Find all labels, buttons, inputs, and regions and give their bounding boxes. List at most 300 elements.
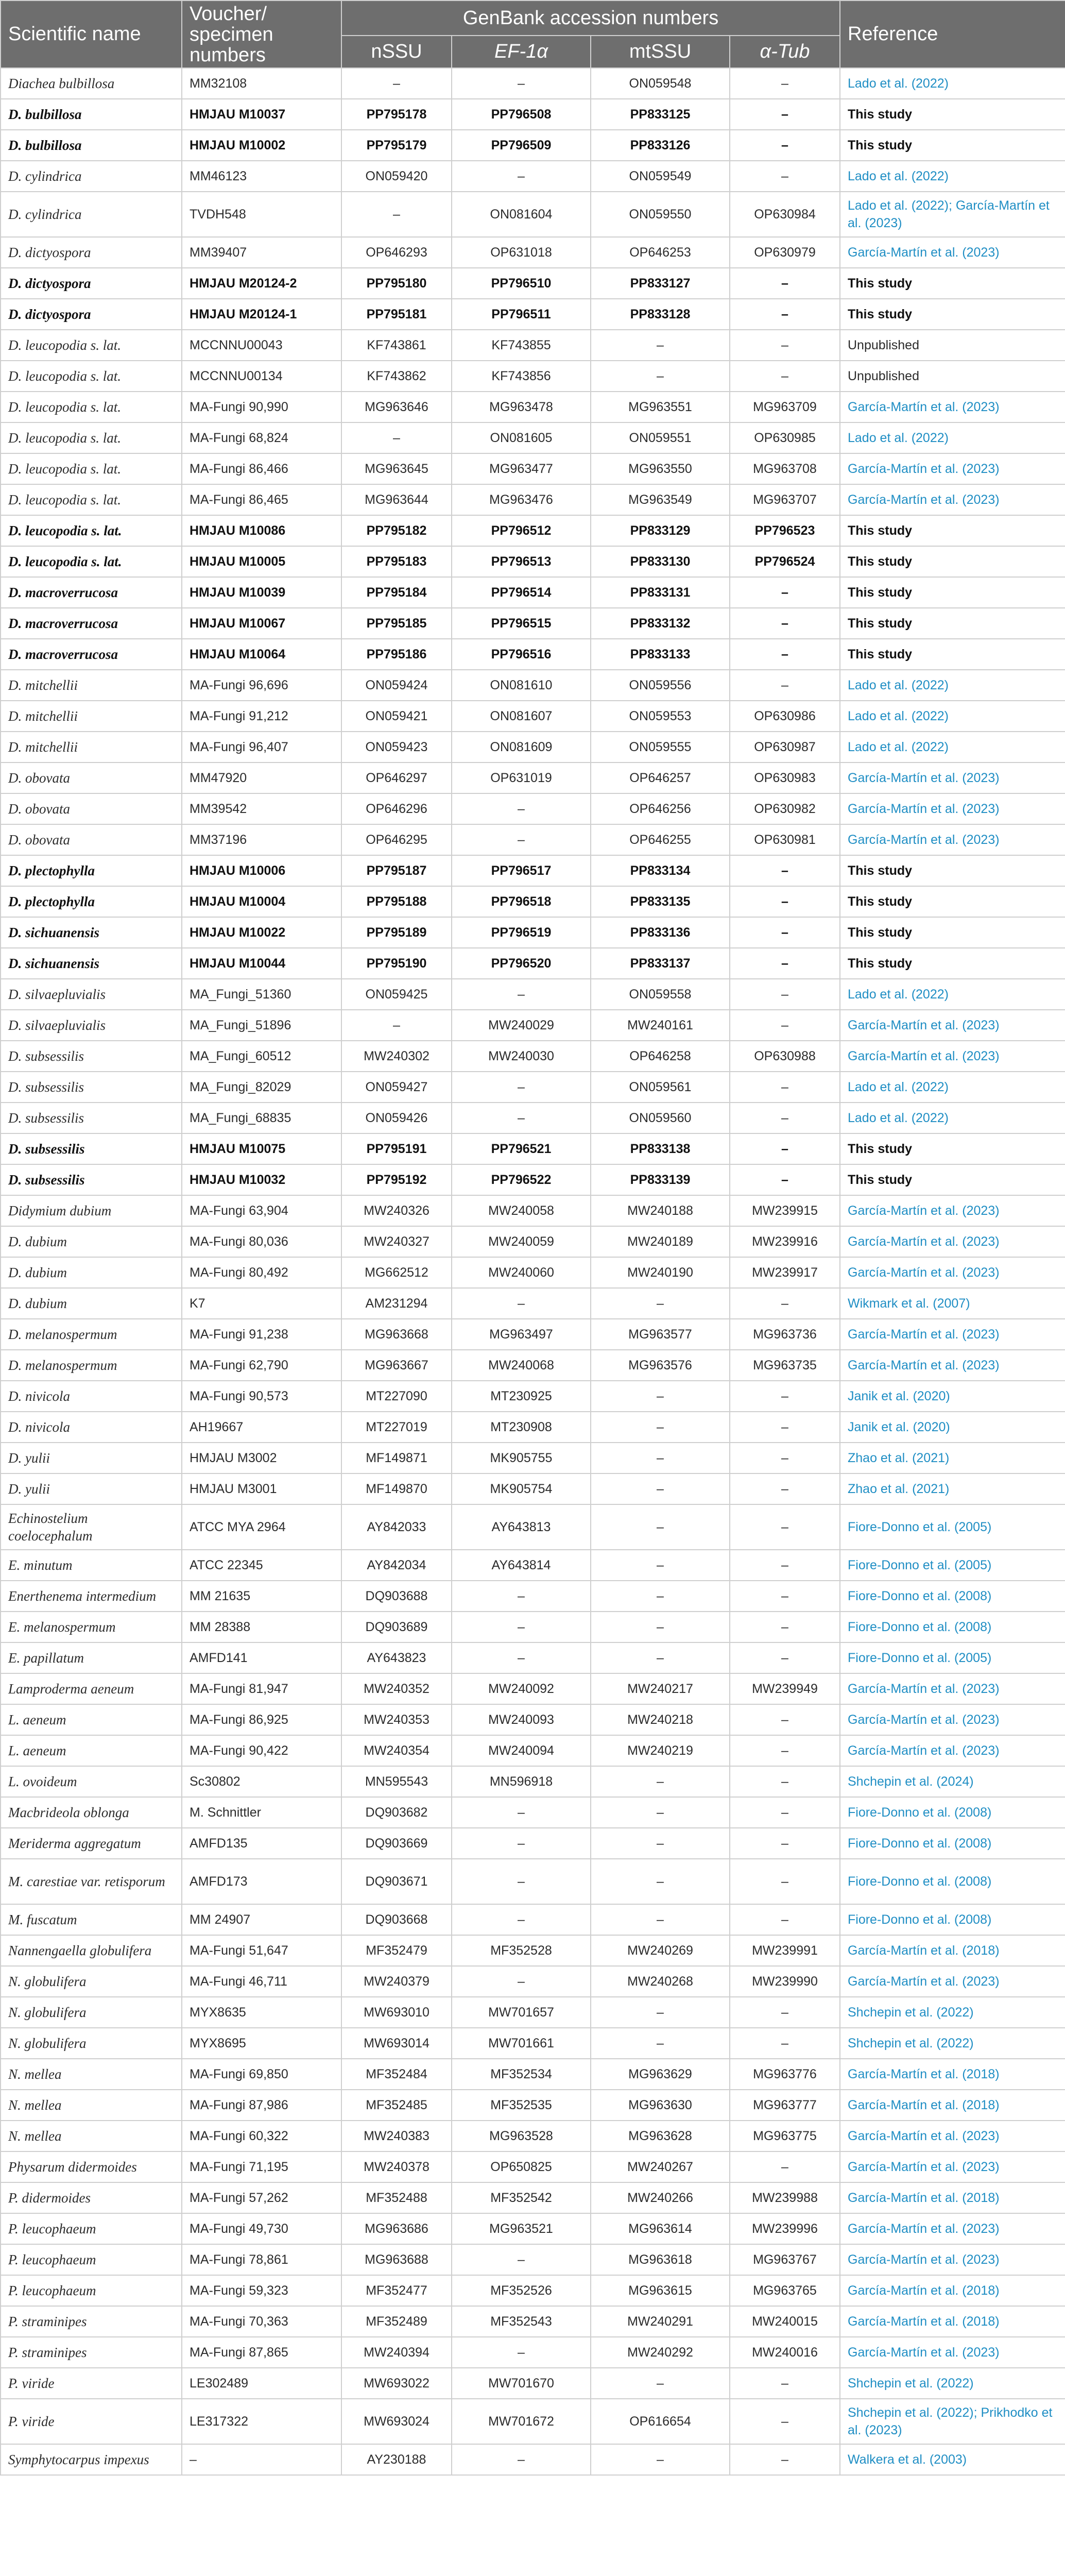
cell-reference[interactable]: García-Martín et al. (2023) [840,237,1065,268]
cell-mtssu: MG963551 [591,392,730,422]
cell-reference: This study [840,130,1065,161]
cell-mtssu: PP833134 [591,855,730,886]
cell-voucher: MA_Fungi_60512 [182,1041,341,1072]
cell-voucher: MM32108 [182,68,341,99]
cell-mtssu: PP833128 [591,299,730,330]
cell-reference[interactable]: Shchepin et al. (2024) [840,1766,1065,1797]
table-row [1,1828,1065,1859]
cell-ef1a: PP796508 [452,99,591,130]
cell-mtssu: MG963576 [591,1350,730,1381]
cell-scientific-name: L. ovoideum [1,1766,182,1797]
cell-voucher: MA-Fungi 51,647 [182,1935,341,1966]
cell-scientific-name: Diachea bulbillosa [1,68,182,99]
cell-atub: OP630979 [730,237,840,268]
cell-reference[interactable]: García-Martín et al. (2018) [840,2059,1065,2090]
cell-mtssu: – [591,2368,730,2399]
cell-scientific-name: D. dubium [1,1226,182,1257]
cell-mtssu: MW240218 [591,1704,730,1735]
cell-ef1a: – [452,1642,591,1673]
cell-voucher: MYX8635 [182,1997,341,2028]
cell-ef1a: MW240029 [452,1010,591,1041]
cell-reference[interactable]: García-Martín et al. (2023) [840,1010,1065,1041]
cell-voucher: K7 [182,1288,341,1319]
cell-voucher: HMJAU M10086 [182,515,341,546]
cell-reference[interactable]: Lado et al. (2022) [840,701,1065,732]
cell-reference[interactable]: Zhao et al. (2021) [840,1443,1065,1473]
table-row [1,2151,1065,2182]
table-row [1,392,1065,422]
cell-nssu: MG963646 [341,392,452,422]
cell-atub: MW239991 [730,1935,840,1966]
cell-mtssu: PP833133 [591,639,730,670]
cell-scientific-name: D. dictyospora [1,268,182,299]
cell-scientific-name: Echinostelium coelocephalum [1,1504,182,1550]
cell-mtssu: MG963614 [591,2213,730,2244]
cell-scientific-name: P. straminipes [1,2337,182,2368]
cell-reference[interactable]: Lado et al. (2022) [840,732,1065,762]
cell-ef1a: MW240058 [452,1195,591,1226]
cell-ef1a: – [452,1797,591,1828]
cell-voucher: MM 21635 [182,1581,341,1612]
table-row [1,2244,1065,2275]
cell-scientific-name: D. mitchellii [1,670,182,701]
cell-atub: – [730,161,840,192]
table-row [1,793,1065,824]
cell-scientific-name: N. mellea [1,2090,182,2121]
cell-atub: – [730,130,840,161]
table-body [1,68,1065,2475]
cell-voucher: HMJAU M10022 [182,917,341,948]
cell-reference[interactable]: García-Martín et al. (2023) [840,2244,1065,2275]
cell-scientific-name: P. leucophaeum [1,2244,182,2275]
cell-ef1a: PP796509 [452,130,591,161]
cell-atub: OP630987 [730,732,840,762]
cell-ef1a: PP796514 [452,577,591,608]
cell-nssu: MF352485 [341,2090,452,2121]
table-row [1,1904,1065,1935]
cell-reference[interactable]: García-Martín et al. (2023) [840,2213,1065,2244]
cell-reference[interactable]: Shchepin et al. (2022) [840,2028,1065,2059]
cell-reference[interactable]: García-Martín et al. (2023) [840,453,1065,484]
table-row [1,2306,1065,2337]
cell-reference[interactable]: Fiore-Donno et al. (2005) [840,1504,1065,1550]
cell-reference[interactable]: García-Martín et al. (2023) [840,824,1065,855]
cell-atub: – [730,948,840,979]
cell-atub: MW239915 [730,1195,840,1226]
cell-ef1a: OP631018 [452,237,591,268]
cell-nssu: PP795179 [341,130,452,161]
cell-nssu: MG963645 [341,453,452,484]
cell-ef1a: MG963497 [452,1319,591,1350]
cell-atub: – [730,2368,840,2399]
header-voucher-line2: specimen [190,23,273,45]
cell-nssu: DQ903682 [341,1797,452,1828]
table-row [1,484,1065,515]
cell-reference[interactable]: García-Martín et al. (2023) [840,1704,1065,1735]
cell-reference[interactable]: García-Martín et al. (2023) [840,1735,1065,1766]
cell-nssu: PP795186 [341,639,452,670]
table-row [1,670,1065,701]
cell-reference[interactable]: Shchepin et al. (2022) [840,2368,1065,2399]
cell-ef1a: ON081610 [452,670,591,701]
cell-voucher: MA-Fungi 90,990 [182,392,341,422]
cell-atub: – [730,1642,840,1673]
cell-reference: This study [840,577,1065,608]
cell-reference[interactable]: García-Martín et al. (2018) [840,1935,1065,1966]
cell-ef1a: AY643813 [452,1504,591,1550]
cell-mtssu: MW240188 [591,1195,730,1226]
cell-reference[interactable]: Wikmark et al. (2007) [840,1288,1065,1319]
cell-reference[interactable]: García-Martín et al. (2023) [840,1257,1065,1288]
cell-atub: OP630985 [730,422,840,453]
cell-ef1a: MF352526 [452,2275,591,2306]
cell-nssu: DQ903671 [341,1859,452,1904]
cell-scientific-name: E. melanospermum [1,1612,182,1642]
table-row [1,639,1065,670]
cell-voucher: MYX8695 [182,2028,341,2059]
cell-nssu: PP795192 [341,1164,452,1195]
cell-mtssu: MG963630 [591,2090,730,2121]
cell-reference[interactable]: Lado et al. (2022) [840,979,1065,1010]
cell-ef1a: ON081607 [452,701,591,732]
table-row [1,1673,1065,1704]
cell-atub: OP630981 [730,824,840,855]
cell-reference[interactable]: García-Martín et al. (2023) [840,2121,1065,2151]
cell-mtssu: – [591,1797,730,1828]
cell-nssu: AY842033 [341,1504,452,1550]
cell-mtssu: MW240291 [591,2306,730,2337]
cell-voucher: AMFD135 [182,1828,341,1859]
cell-atub: – [730,1704,840,1735]
cell-ef1a: PP796513 [452,546,591,577]
cell-reference[interactable]: Fiore-Donno et al. (2005) [840,1550,1065,1581]
cell-reference[interactable]: García-Martín et al. (2023) [840,392,1065,422]
table-row [1,1072,1065,1103]
cell-atub: MG963777 [730,2090,840,2121]
cell-ef1a: PP796521 [452,1133,591,1164]
cell-nssu: MW240327 [341,1226,452,1257]
cell-nssu: MG963644 [341,484,452,515]
cell-nssu: MF149871 [341,1443,452,1473]
cell-ef1a: MW701661 [452,2028,591,2059]
cell-scientific-name: Symphytocarpus impexus [1,2444,182,2475]
cell-reference[interactable]: Walkera et al. (2003) [840,2444,1065,2475]
header-voucher-line3: numbers [190,44,266,66]
cell-atub: – [730,1581,840,1612]
cell-nssu: MW240394 [341,2337,452,2368]
cell-ef1a: ON081609 [452,732,591,762]
cell-reference[interactable]: Lado et al. (2022) [840,422,1065,453]
cell-reference[interactable]: Janik et al. (2020) [840,1412,1065,1443]
cell-reference: This study [840,299,1065,330]
cell-reference[interactable]: García-Martín et al. (2023) [840,1673,1065,1704]
cell-reference[interactable]: Lado et al. (2022) [840,161,1065,192]
cell-mtssu: MW240161 [591,1010,730,1041]
cell-ef1a: MK905754 [452,1473,591,1504]
cell-reference[interactable]: García-Martín et al. (2023) [840,2151,1065,2182]
cell-mtssu: MW240217 [591,1673,730,1704]
cell-reference[interactable]: Lado et al. (2022) [840,670,1065,701]
table-row [1,762,1065,793]
cell-atub: – [730,2151,840,2182]
cell-mtssu: – [591,1766,730,1797]
cell-mtssu: – [591,1443,730,1473]
cell-mtssu: MW240292 [591,2337,730,2368]
cell-mtssu: – [591,1504,730,1550]
table-row [1,1257,1065,1288]
cell-nssu: – [341,192,452,237]
cell-atub: – [730,299,840,330]
cell-atub: – [730,268,840,299]
table-row [1,1797,1065,1828]
cell-ef1a: – [452,1612,591,1642]
cell-scientific-name: D. leucopodia s. lat. [1,361,182,392]
table-row [1,2399,1065,2444]
table-row [1,1103,1065,1133]
cell-atub: – [730,1164,840,1195]
header-ef1a: EF-1α [452,36,591,68]
cell-mtssu: – [591,1288,730,1319]
cell-scientific-name: Meriderma aggregatum [1,1828,182,1859]
cell-reference[interactable]: Shchepin et al. (2022) [840,1997,1065,2028]
table-row [1,2213,1065,2244]
cell-voucher: MA-Fungi 69,850 [182,2059,341,2090]
cell-reference[interactable]: Lado et al. (2022) [840,1072,1065,1103]
cell-scientific-name: D. silvaepluvialis [1,1010,182,1041]
cell-ef1a: MF352535 [452,2090,591,2121]
cell-reference[interactable]: Zhao et al. (2021) [840,1473,1065,1504]
table-row [1,2368,1065,2399]
table-row [1,237,1065,268]
cell-scientific-name: D. mitchellii [1,732,182,762]
cell-mtssu: ON059558 [591,979,730,1010]
cell-reference[interactable]: García-Martín et al. (2023) [840,1966,1065,1997]
cell-nssu: – [341,1010,452,1041]
cell-mtssu: ON059556 [591,670,730,701]
cell-voucher: MA-Fungi 70,363 [182,2306,341,2337]
cell-mtssu: – [591,2028,730,2059]
cell-reference[interactable]: García-Martín et al. (2023) [840,1195,1065,1226]
cell-reference[interactable]: Fiore-Donno et al. (2008) [840,1828,1065,1859]
cell-nssu: OP646293 [341,237,452,268]
cell-scientific-name: D. subsessilis [1,1041,182,1072]
cell-ef1a: – [452,1581,591,1612]
cell-reference[interactable]: Lado et al. (2022) [840,1103,1065,1133]
cell-mtssu: MW240269 [591,1935,730,1966]
cell-ef1a: PP796516 [452,639,591,670]
cell-scientific-name: D. leucopodia s. lat. [1,453,182,484]
cell-reference[interactable]: Lado et al. (2022) [840,68,1065,99]
table-row [1,2090,1065,2121]
cell-atub: – [730,1103,840,1133]
cell-voucher: MA-Fungi 91,238 [182,1319,341,1350]
table-row [1,1010,1065,1041]
cell-reference[interactable]: Shchepin et al. (2022); Prikhodko et al. (2023) [840,2399,1065,2444]
cell-reference: This study [840,608,1065,639]
cell-atub: – [730,1443,840,1473]
cell-atub: – [730,1504,840,1550]
cell-mtssu: PP833136 [591,917,730,948]
cell-scientific-name: D. macroverrucosa [1,577,182,608]
cell-scientific-name: P. viride [1,2368,182,2399]
cell-mtssu: MG963628 [591,2121,730,2151]
cell-reference[interactable]: García-Martín et al. (2018) [840,2182,1065,2213]
cell-nssu: KF743862 [341,361,452,392]
cell-ef1a: MW240094 [452,1735,591,1766]
cell-atub: – [730,1859,840,1904]
table-row [1,732,1065,762]
cell-reference[interactable]: Janik et al. (2020) [840,1381,1065,1412]
cell-reference[interactable]: García-Martín et al. (2023) [840,1226,1065,1257]
cell-scientific-name: D. leucopodia s. lat. [1,515,182,546]
table-row [1,886,1065,917]
cell-scientific-name: D. melanospermum [1,1319,182,1350]
cell-voucher: HMJAU M20124-1 [182,299,341,330]
cell-ef1a: MW701672 [452,2399,591,2444]
cell-atub: MW240015 [730,2306,840,2337]
header-voucher [182,1,341,68]
cell-voucher: MA-Fungi 80,036 [182,1226,341,1257]
cell-voucher: MA-Fungi 86,465 [182,484,341,515]
cell-nssu: AY842034 [341,1550,452,1581]
cell-nssu: MT227090 [341,1381,452,1412]
table-row [1,2059,1065,2090]
cell-atub: – [730,1010,840,1041]
cell-nssu: MF352477 [341,2275,452,2306]
cell-ef1a: ON081604 [452,192,591,237]
cell-reference[interactable]: Lado et al. (2022); García-Martín et al. (2023) [840,192,1065,237]
cell-mtssu: MW240190 [591,1257,730,1288]
cell-scientific-name: Enerthenema intermedium [1,1581,182,1612]
cell-scientific-name: Didymium dubium [1,1195,182,1226]
table-row [1,515,1065,546]
table-row [1,1997,1065,2028]
cell-scientific-name: D. obovata [1,824,182,855]
cell-atub: MW239916 [730,1226,840,1257]
cell-mtssu: PP833139 [591,1164,730,1195]
header-voucher-line1: Voucher/ [190,3,267,25]
cell-voucher: MA-Fungi 81,947 [182,1673,341,1704]
cell-nssu: MG963667 [341,1350,452,1381]
cell-nssu: PP795187 [341,855,452,886]
cell-scientific-name: D. bulbillosa [1,130,182,161]
cell-reference[interactable]: García-Martín et al. (2023) [840,793,1065,824]
cell-reference[interactable]: Fiore-Donno et al. (2008) [840,1904,1065,1935]
cell-reference[interactable]: García-Martín et al. (2023) [840,2337,1065,2368]
cell-ef1a: MW701657 [452,1997,591,2028]
cell-scientific-name: D. plectophylla [1,886,182,917]
cell-scientific-name: D. nivicola [1,1412,182,1443]
cell-mtssu: MG963615 [591,2275,730,2306]
cell-scientific-name: D. dictyospora [1,237,182,268]
cell-atub: MW240016 [730,2337,840,2368]
cell-reference[interactable]: Fiore-Donno et al. (2008) [840,1612,1065,1642]
cell-mtssu: ON059561 [591,1072,730,1103]
cell-atub: – [730,1381,840,1412]
cell-reference[interactable]: García-Martín et al. (2023) [840,762,1065,793]
cell-ef1a: – [452,1966,591,1997]
cell-scientific-name: M. carestiae var. retisporum [1,1859,182,1904]
cell-scientific-name: D. leucopodia s. lat. [1,392,182,422]
table-row [1,1581,1065,1612]
cell-reference[interactable]: Fiore-Donno et al. (2008) [840,1859,1065,1904]
cell-atub: – [730,2028,840,2059]
cell-reference[interactable]: García-Martín et al. (2023) [840,1319,1065,1350]
cell-ef1a: OP650825 [452,2151,591,2182]
cell-mtssu: ON059553 [591,701,730,732]
cell-mtssu: OP646256 [591,793,730,824]
cell-ef1a: – [452,2337,591,2368]
cell-scientific-name: D. subsessilis [1,1072,182,1103]
table-row [1,330,1065,361]
cell-scientific-name: N. mellea [1,2121,182,2151]
cell-voucher: MA-Fungi 62,790 [182,1350,341,1381]
header-scientific-name: Scientific name [1,1,182,68]
cell-atub: MW239990 [730,1966,840,1997]
cell-mtssu: MW240268 [591,1966,730,1997]
table-row [1,422,1065,453]
cell-ef1a: MT230908 [452,1412,591,1443]
cell-reference[interactable]: García-Martín et al. (2023) [840,1041,1065,1072]
cell-ef1a: PP796519 [452,917,591,948]
cell-nssu: DQ903689 [341,1612,452,1642]
table-row [1,1504,1065,1550]
cell-ef1a: MW240059 [452,1226,591,1257]
cell-reference[interactable]: Fiore-Donno et al. (2005) [840,1642,1065,1673]
cell-mtssu: OP646255 [591,824,730,855]
cell-voucher: HMJAU M10064 [182,639,341,670]
cell-reference[interactable]: García-Martín et al. (2023) [840,484,1065,515]
cell-nssu: PP795183 [341,546,452,577]
cell-voucher: MA-Fungi 71,195 [182,2151,341,2182]
cell-ef1a: MW240030 [452,1041,591,1072]
cell-nssu: PP795188 [341,886,452,917]
cell-nssu: KF743861 [341,330,452,361]
cell-reference[interactable]: Fiore-Donno et al. (2008) [840,1797,1065,1828]
cell-voucher: HMJAU M3001 [182,1473,341,1504]
cell-reference[interactable]: García-Martín et al. (2018) [840,2090,1065,2121]
cell-ef1a: MF352534 [452,2059,591,2090]
cell-voucher: MM46123 [182,161,341,192]
cell-ef1a: PP796510 [452,268,591,299]
cell-atub: – [730,670,840,701]
cell-voucher: LE302489 [182,2368,341,2399]
cell-reference[interactable]: Fiore-Donno et al. (2008) [840,1581,1065,1612]
table-row [1,268,1065,299]
cell-mtssu: PP833130 [591,546,730,577]
cell-nssu: MG662512 [341,1257,452,1288]
cell-scientific-name: P. straminipes [1,2306,182,2337]
cell-atub: OP630988 [730,1041,840,1072]
cell-ef1a: MW701670 [452,2368,591,2399]
cell-voucher: MA_Fungi_82029 [182,1072,341,1103]
cell-ef1a: PP796511 [452,299,591,330]
cell-reference: This study [840,546,1065,577]
cell-voucher: HMJAU M10037 [182,99,341,130]
header-nssu: nSSU [341,36,452,68]
cell-voucher: TVDH548 [182,192,341,237]
cell-scientific-name: D. dubium [1,1257,182,1288]
cell-voucher: MA-Fungi 63,904 [182,1195,341,1226]
cell-reference[interactable]: García-Martín et al. (2023) [840,1350,1065,1381]
cell-ef1a: OP631019 [452,762,591,793]
cell-reference[interactable]: García-Martín et al. (2018) [840,2306,1065,2337]
cell-scientific-name: D. leucopodia s. lat. [1,546,182,577]
cell-nssu: MG963688 [341,2244,452,2275]
cell-atub: – [730,1072,840,1103]
cell-reference[interactable]: García-Martín et al. (2018) [840,2275,1065,2306]
cell-scientific-name: D. melanospermum [1,1350,182,1381]
